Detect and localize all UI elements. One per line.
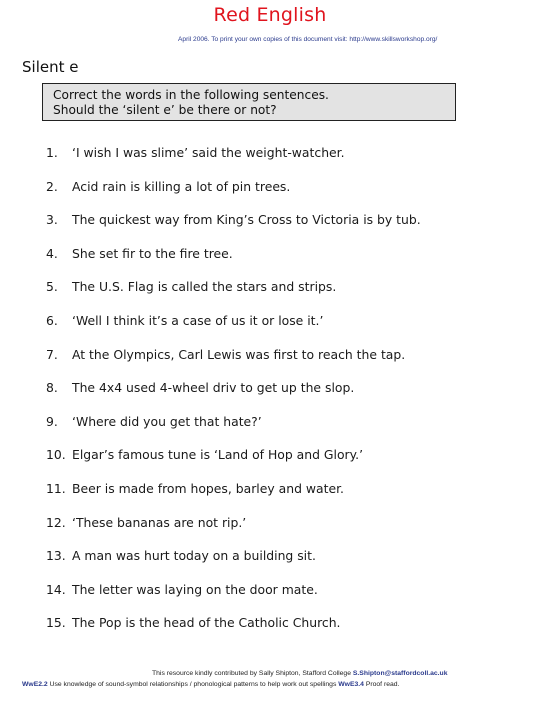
footer-credit	[152, 670, 448, 677]
sentence-text: ‘These bananas are not rip.’	[72, 514, 247, 530]
sentence-item	[0, 614, 540, 632]
instructions-box	[42, 83, 456, 121]
instructions-line-1: Correct the words in the following sentences.	[53, 88, 329, 102]
sentence-number: 12.	[46, 514, 66, 530]
sentence-number: 10.	[46, 447, 66, 463]
sentence-item	[0, 278, 540, 296]
sentence-text: ‘I wish I was slime’ said the weight-watcher.	[72, 145, 345, 160]
sentence-item	[0, 413, 540, 431]
sentence-text: The quickest way from King’s Cross to Victoria is by tub.	[72, 212, 421, 228]
sentence-text: ‘Where did you get that hate?’	[72, 413, 262, 429]
sentence-item	[0, 346, 540, 364]
standard-code-2: WwE3.4	[338, 681, 364, 688]
sentence-text: Acid rain is killing a lot of pin trees.	[72, 178, 291, 194]
sentence-number: 6.	[46, 313, 58, 328]
sentence-text: The Pop is the head of the Catholic Church.	[72, 615, 341, 631]
section-heading: Silent e	[22, 58, 79, 76]
instructions-line-2: Should the ‘silent e’ be there or not?	[53, 103, 277, 117]
sentence-item	[0, 581, 540, 599]
sentence-number: 5.	[46, 279, 58, 295]
sentence-text: At the Olympics, Carl Lewis was first to reach the tap.	[72, 346, 406, 362]
document-title: Red English	[213, 4, 327, 26]
sentence-number: 3.	[46, 212, 58, 228]
sentence-item	[0, 144, 540, 162]
sentence-number: 7.	[46, 346, 58, 362]
footer-credit-email: S.Shipton@staffordcoll.ac.uk	[352, 670, 448, 677]
sentence-number: 9.	[46, 413, 58, 429]
sentence-text: ‘Well I think it’s a case of us it or lose it.’	[72, 313, 324, 328]
sentence-item	[0, 211, 540, 229]
sentence-number: 13.	[46, 548, 66, 564]
sentence-text: The 4x4 used 4-wheel driv to get up the slop.	[72, 380, 355, 396]
source-line: April 2006. To print your own copies of this document visit: http://www.skillsworkshop.org/	[178, 36, 438, 43]
sentence-text: Elgar’s famous tune is ‘Land of Hop and Glory.’	[72, 447, 364, 463]
sentence-item	[0, 446, 540, 464]
sentence-item	[0, 547, 540, 565]
sentence-item	[0, 480, 540, 498]
sentence-item	[0, 514, 540, 532]
footer-credit-text: This resource kindly contributed by Sally Shipton, Stafford College	[152, 670, 351, 677]
sentence-number: 1.	[46, 145, 58, 160]
sentence-number: 14.	[46, 581, 66, 597]
standard-text-1: Use knowledge of sound-symbol relationships / phonological patterns to help work out spellings	[49, 681, 337, 688]
sentence-number: 4.	[46, 245, 58, 261]
sentence-text: Beer is made from hopes, barley and water.	[72, 481, 344, 496]
standard-code-1: WwE2.2	[22, 681, 48, 688]
sentence-number: 2.	[46, 178, 58, 194]
sentence-item	[0, 245, 540, 263]
sentence-item	[0, 312, 540, 330]
sentence-text: A man was hurt today on a building sit.	[72, 548, 316, 564]
sentence-text: The letter was laying on the door mate.	[72, 581, 318, 597]
sentence-text: She set fir to the fire tree.	[72, 245, 233, 261]
sentence-item	[0, 379, 540, 397]
sentence-number: 15.	[46, 615, 66, 631]
sentence-item	[0, 178, 540, 196]
sentence-number: 11.	[46, 481, 66, 496]
sentence-text: The U.S. Flag is called the stars and strips.	[72, 279, 337, 295]
sentence-number: 8.	[46, 380, 58, 396]
standard-text-2: Proof read.	[365, 681, 400, 688]
footer-standards	[22, 681, 399, 688]
